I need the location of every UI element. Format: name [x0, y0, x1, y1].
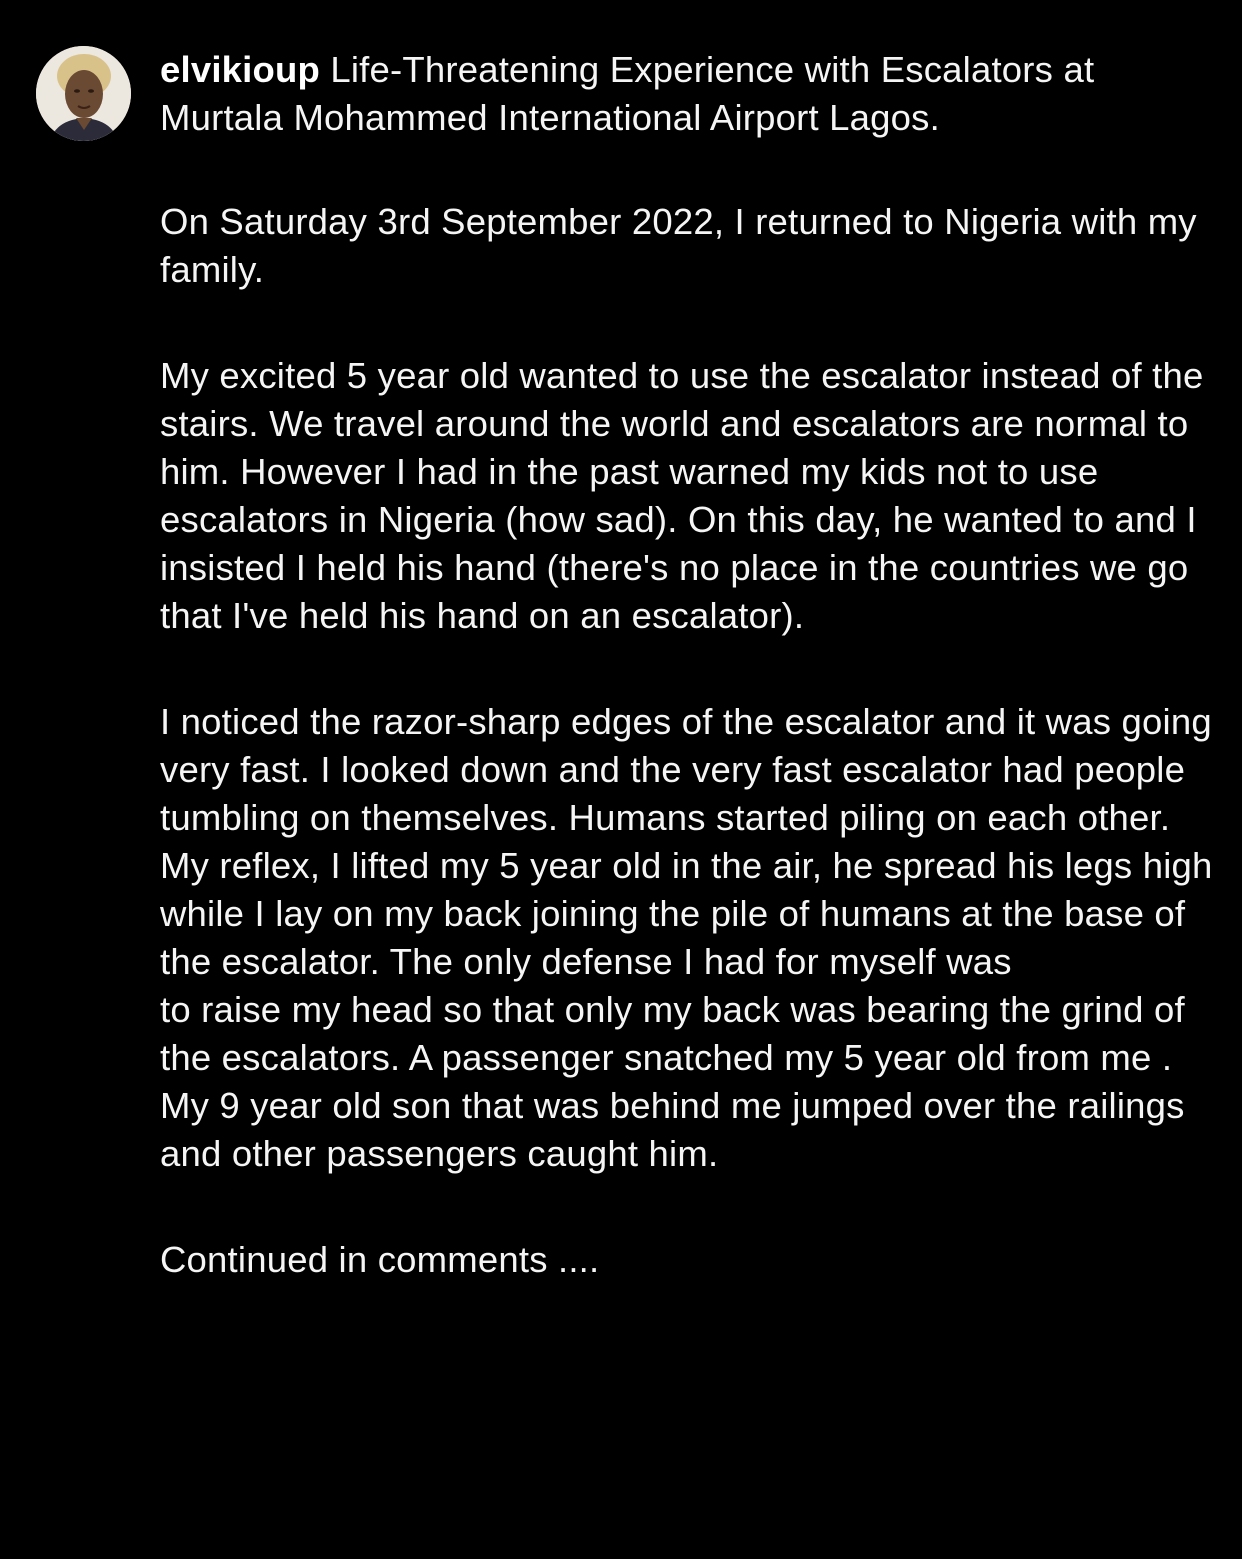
spacer	[160, 640, 1220, 698]
profile-photo-icon	[36, 46, 131, 141]
caption-paragraph: On Saturday 3rd September 2022, I returned to Nigeria with my family.	[160, 201, 1197, 290]
caption-paragraph: I noticed the razor-sharp edges of the escalator and it was going very fast. I looked down and the very fast escalator had people tumbling on themselves. Humans started piling on each other. My reflex, I lifted my 5 year old in the air, he spread his legs high while I lay on my back joining the pile of humans at the base of the escalator. The only defense I had for myself was	[160, 701, 1213, 982]
avatar[interactable]	[36, 46, 131, 141]
caption-title: Life-Threatening Experience with Escalators at Murtala Mohammed International Airport Lagos.	[160, 49, 1095, 138]
caption-title-paragraph	[160, 46, 1220, 142]
continued-note: Continued in comments ....	[160, 1239, 600, 1280]
spacer	[160, 294, 1220, 352]
caption-paragraph: My excited 5 year old wanted to use the escalator instead of the stairs. We travel around the world and escalators are normal to him. However I had in the past warned my kids not to use escalators in Nigeria (how sad). On this day, he wanted to and I insisted I held his hand (there's no place in the countries we go that I've held his hand on an escalator).	[160, 355, 1204, 636]
post-caption	[160, 46, 1220, 1284]
username-link[interactable]: elvikioup	[160, 49, 321, 90]
caption-paragraph: to raise my head so that only my back was bearing the grind of the escalators. A passenger snatched my 5 year old from me . My 9 year old son that was behind me jumped over the railings and other passengers caught him.	[160, 989, 1185, 1174]
spacer	[160, 142, 1220, 198]
